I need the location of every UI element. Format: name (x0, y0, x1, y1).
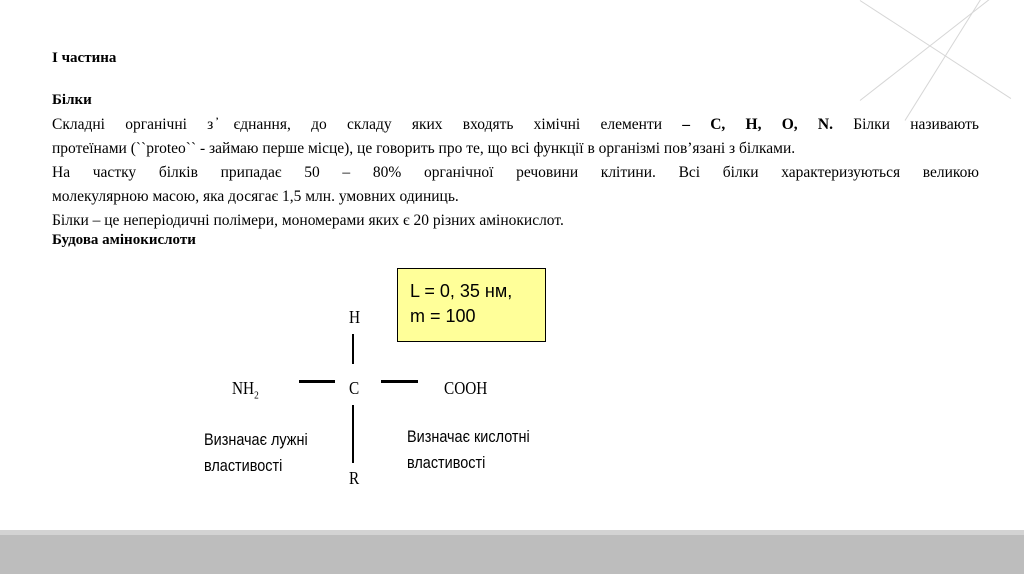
formula-mass: m = 100 (410, 306, 476, 326)
bottom-bar (0, 530, 1024, 574)
topic-title: Білки (52, 92, 92, 108)
formula-length: L = 0, 35 нм, (410, 281, 513, 301)
paragraph-line: молекулярною масою, яка досягає 1,5 млн. умовних одиниць. (52, 188, 459, 205)
bond-bottom (352, 405, 354, 463)
decorative-line (905, 0, 1012, 121)
paragraph (52, 113, 979, 233)
bottom-bar-highlight (0, 530, 1024, 535)
amino-group: $NH_2$ (232, 378, 259, 402)
section-title: І частина (52, 50, 117, 66)
atom-top: H (349, 307, 361, 327)
note-basic: Визначає лужні властивості (204, 430, 308, 475)
paragraph-line: Складні органічні з ̓єднання, до складу яких входять хімічні елементи – С, Н, О, N. Білки називають (52, 116, 979, 133)
atom-bottom: R (349, 468, 360, 488)
paragraph-line: Білки – це неперіодичні полімери, мономерами яких є 20 різних амінокислот. (52, 212, 564, 229)
bond-top (352, 334, 354, 364)
carboxyl-group: COOH (444, 378, 488, 398)
note-acidic: Визначає кислотні властивості (407, 427, 530, 472)
paragraph-line: На частку білків припадає 50 – 80% органічної речовини клітини. Всі білки характеризуються великою (52, 164, 979, 181)
bond-right (381, 380, 418, 383)
decorative-line (860, 0, 1012, 99)
paragraph-line: протеїнами (``proteo`` - займаю перше місце), це говорить про те, що всі функції в організмі пов’язані з білками. (52, 140, 796, 157)
bond-left (299, 380, 335, 383)
atom-center: C (349, 378, 360, 398)
structure-title: Будова амінокислоти (52, 232, 196, 248)
formula-box (397, 268, 546, 342)
